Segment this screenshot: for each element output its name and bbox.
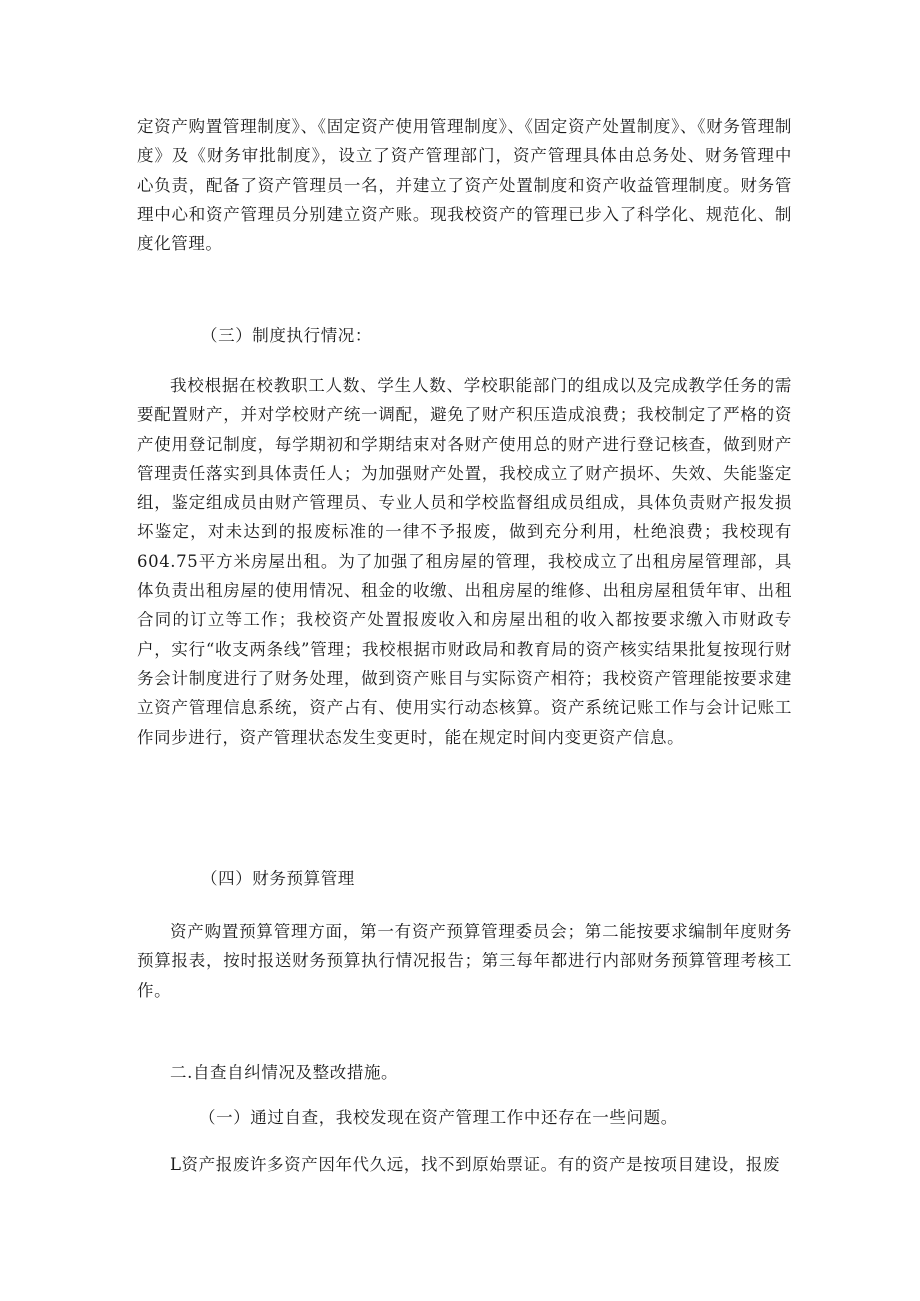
- subsection-problems-title: （一）通过自查，我校发现在资产管理工作中还存在一些问题。: [199, 1108, 678, 1127]
- heading-budget-management: （四）财务预算管理: [201, 869, 355, 888]
- paragraph-budget-management: 资产购置预算管理方面，第一有资产预算管理委员会；第二能按要求编制年度财务预算报表，按时报送财务预算执行情况报告；第三每年都进行内部财务预算管理考核工作。: [137, 922, 792, 1000]
- heading-system-execution: （三）制度执行情况：: [201, 326, 372, 345]
- paragraph-asset-regulations: 定资产购置管理制度》、《固定资产使用管理制度》、《固定资产处置制度》、《财务管理制度》及《财务审批制度》，设立了资产管理部门，资产管理具体由总务处、财务管理中心负责，配备了资产管理员一名，并建立了资产处置制度和资产收益管理制度。财务管理中心和资产管理员分别建立资产账。现我校资产的管理已步入了科学化、规范化、制度化管理。: [137, 117, 792, 254]
- paragraph-asset-disposal: L资产报废许多资产因年代久远，找不到原始票证。有的资产是按项目建设，报废: [170, 1155, 781, 1174]
- section-self-inspection-title: 二.自查自纠情况及整改措施。: [170, 1063, 399, 1082]
- paragraph-system-execution: 我校根据在校教职工人数、学生人数、学校职能部门的组成以及完成教学任务的需要配置财产，并对学校财产统一调配，避免了财产积压造成浪费；我校制定了严格的资产使用登记制度，每学期初和学期结束对各财产使用总的财产进行登记核查，做到财产管理责任落实到具体责任人；为加强财产处置，我校成立了财产损坏、失效、失能鉴定组，鉴定组成员由财产管理员、专业人员和学校监督组成员组成，具体负责财产报发损坏鉴定，对未达到的报废标准的一律不予报废，做到充分利用，杜绝浪费；我校现有604.75平方米房屋出租。为了加强了租房屋的管理，我校成立了出租房屋管理部，具体负责出租房屋的使用情况、租金的收缴、出租房屋的维修、出租房屋租赁年审、出租合同的订立等工作；我校资产处置报废收入和房屋出租的收入都按要求缴入市财政专户，实行“收支两条线”管理；我校根据市财政局和教育局的资产核实结果批复按现行财务会计制度进行了财务处理，做到资产账目与实际资产相符；我校资产管理能按要求建立资产管理信息系统，资产占有、使用实行动态核算。资产系统记账工作与会计记账工作同步进行，资产管理状态发生变更时，能在规定时间内变更资产信息。: [137, 376, 792, 747]
